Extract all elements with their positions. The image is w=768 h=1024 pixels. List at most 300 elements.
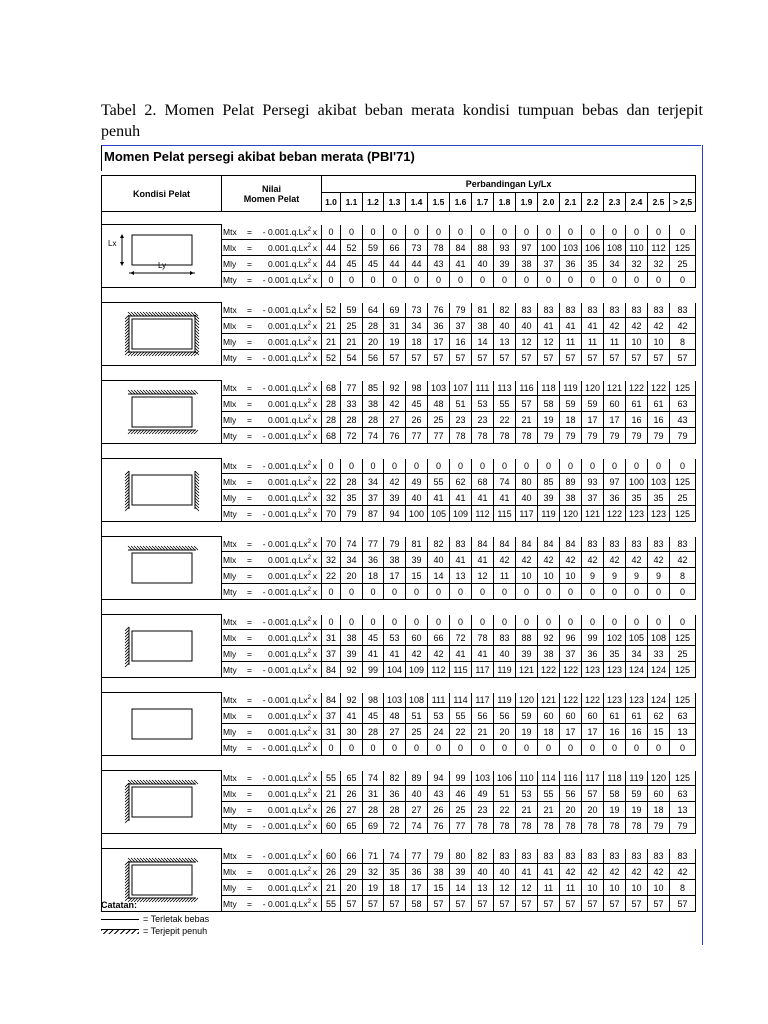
slab-diagram: [102, 225, 222, 288]
moment-value: 120: [648, 771, 670, 786]
moment-value: 74: [384, 849, 406, 864]
notes: [101, 900, 209, 937]
moment-value: 49: [406, 474, 428, 490]
moment-name: Mtx: [223, 694, 237, 705]
moment-value: 18: [648, 802, 670, 818]
moment-value: 83: [450, 537, 472, 552]
moment-value: 125: [670, 240, 696, 256]
moment-value: 107: [450, 381, 472, 396]
moment-value: 125: [670, 662, 696, 678]
moment-value: 83: [560, 849, 582, 864]
moment-value: 82: [472, 849, 494, 864]
moment-value: 21: [322, 318, 341, 334]
moment-name: Mtx: [223, 850, 237, 861]
moment-value: 0: [322, 615, 341, 630]
moment-value: 41: [428, 490, 450, 506]
moment-value: 62: [450, 474, 472, 490]
slab-diagram: [102, 771, 222, 834]
moment-value: 78: [494, 428, 516, 444]
moment-value: 25: [670, 490, 696, 506]
moment-value: 0: [494, 225, 516, 240]
note-fixed: [101, 925, 209, 937]
moment-value: 29: [341, 864, 363, 880]
times-sign: x: [312, 508, 317, 519]
moment-value: 37: [560, 646, 582, 662]
moment-value: 34: [406, 318, 428, 334]
equals-sign: =: [247, 538, 252, 549]
moment-value: 10: [626, 334, 648, 350]
moment-value: 57: [472, 896, 494, 912]
moment-name: Mlx: [223, 710, 237, 721]
moment-value: 65: [341, 771, 363, 786]
ratio-header: 1.3: [384, 193, 406, 212]
exponent: 2: [307, 570, 311, 577]
exponent: 2: [307, 648, 311, 655]
moment-name: Mtx: [223, 616, 237, 627]
moment-value: 55: [322, 771, 341, 786]
exponent: 2: [307, 476, 311, 483]
moment-value: 68: [472, 474, 494, 490]
moment-value: 34: [341, 552, 363, 568]
group-spacer: [102, 522, 696, 537]
moment-value: 19: [516, 724, 538, 740]
moment-value: 16: [626, 724, 648, 740]
moment-value: 57: [560, 896, 582, 912]
times-sign: x: [312, 648, 317, 659]
moment-value: 40: [494, 864, 516, 880]
moment-formula-text: 0.001.q.Lx: [267, 632, 308, 643]
ratio-header: 2.0: [538, 193, 560, 212]
moment-value: 76: [384, 428, 406, 444]
moment-value: 74: [406, 818, 428, 834]
moment-value: 0: [648, 740, 670, 756]
moment-value: 123: [582, 662, 604, 678]
moment-value: 41: [560, 318, 582, 334]
moment-value: 57: [626, 350, 648, 366]
moment-value: 0: [538, 272, 560, 288]
moment-row: [102, 303, 696, 318]
moment-value: 35: [582, 256, 604, 272]
equals-sign: =: [247, 898, 252, 909]
exponent: 2: [307, 866, 311, 873]
moment-value: 66: [341, 849, 363, 864]
moment-name: Mty: [223, 352, 237, 363]
moment-value: 52: [322, 303, 341, 318]
moment-label: [222, 802, 322, 818]
moment-label: [222, 724, 322, 740]
moment-value: 33: [648, 646, 670, 662]
exponent: 2: [307, 336, 311, 343]
times-sign: x: [312, 898, 317, 909]
moment-value: 57: [604, 896, 626, 912]
moment-value: 60: [560, 708, 582, 724]
moment-value: 76: [428, 303, 450, 318]
moment-value: 79: [341, 506, 363, 522]
moment-value: 125: [670, 506, 696, 522]
moment-label: [222, 568, 322, 584]
moment-value: 36: [604, 490, 626, 506]
moment-row: [102, 537, 696, 552]
moment-formula: [257, 539, 311, 549]
moment-value: 113: [494, 381, 516, 396]
moment-formula: [257, 821, 311, 831]
moment-formula-text: - 0.001.q.Lx: [262, 430, 308, 441]
moment-value: 79: [626, 428, 648, 444]
moment-value: 17: [428, 334, 450, 350]
spacer-cell: [102, 756, 696, 771]
moment-value: 21: [341, 334, 363, 350]
moment-value: 125: [670, 771, 696, 786]
moment-value: 57: [604, 350, 626, 366]
moment-value: 57: [341, 896, 363, 912]
equals-sign: =: [247, 336, 252, 347]
moment-label: [222, 708, 322, 724]
moment-value: 85: [538, 474, 560, 490]
moment-value: 32: [648, 256, 670, 272]
moment-value: 72: [450, 630, 472, 646]
moment-value: 123: [604, 693, 626, 708]
moment-value: 118: [604, 771, 626, 786]
moment-value: 35: [604, 646, 626, 662]
moment-value: 0: [538, 225, 560, 240]
group-spacer: [102, 600, 696, 615]
moment-value: 61: [626, 708, 648, 724]
moment-value: 42: [494, 552, 516, 568]
moment-value: 52: [322, 350, 341, 366]
moment-label: [222, 225, 322, 240]
moment-value: 0: [322, 272, 341, 288]
moment-value: 26: [428, 802, 450, 818]
exponent: 2: [307, 383, 311, 390]
moment-value: 122: [582, 693, 604, 708]
times-sign: x: [312, 476, 317, 487]
equals-sign: =: [247, 352, 252, 363]
moment-value: 0: [560, 740, 582, 756]
moment-value: 58: [406, 896, 428, 912]
moment-value: 43: [428, 256, 450, 272]
moment-value: 55: [428, 474, 450, 490]
moment-formula-text: - 0.001.q.Lx: [262, 772, 308, 783]
moment-value: 44: [406, 256, 428, 272]
equals-sign: =: [247, 726, 252, 737]
moment-value: 77: [341, 381, 363, 396]
moment-value: 0: [428, 459, 450, 474]
moment-value: 42: [516, 552, 538, 568]
moment-value: 94: [384, 506, 406, 522]
moment-value: 27: [341, 802, 363, 818]
moment-value: 41: [472, 552, 494, 568]
moment-value: 11: [582, 334, 604, 350]
moment-value: 78: [604, 818, 626, 834]
moment-value: 59: [582, 396, 604, 412]
moment-value: 0: [472, 584, 494, 600]
moment-value: 99: [582, 630, 604, 646]
moment-name: Mly: [223, 414, 237, 425]
equals-sign: =: [247, 226, 252, 237]
moment-value: 59: [516, 708, 538, 724]
moment-value: 39: [538, 490, 560, 506]
moment-value: 83: [604, 303, 626, 318]
moment-value: 106: [494, 771, 516, 786]
moment-value: 0: [406, 225, 428, 240]
moment-value: 0: [582, 272, 604, 288]
moment-label: [222, 272, 322, 288]
moment-name: Mly: [223, 648, 237, 659]
moment-value: 68: [322, 428, 341, 444]
moment-value: 42: [670, 864, 696, 880]
moment-value: 57: [516, 896, 538, 912]
moment-value: 28: [341, 412, 363, 428]
moment-value: 0: [582, 225, 604, 240]
moment-value: 96: [560, 630, 582, 646]
moment-value: 78: [494, 818, 516, 834]
moment-value: 43: [670, 412, 696, 428]
moment-table: [101, 175, 696, 912]
moment-value: 21: [472, 724, 494, 740]
moment-value: 124: [648, 662, 670, 678]
moment-value: 79: [670, 818, 696, 834]
moment-formula-text: - 0.001.q.Lx: [262, 586, 308, 597]
moment-value: 57: [472, 350, 494, 366]
moment-value: 13: [450, 568, 472, 584]
moment-value: 45: [406, 396, 428, 412]
moment-value: 0: [363, 615, 384, 630]
moment-value: 36: [406, 864, 428, 880]
moment-formula: [257, 571, 311, 581]
moment-value: 84: [322, 693, 341, 708]
moment-value: 57: [428, 896, 450, 912]
moment-value: 18: [560, 412, 582, 428]
moment-value: 0: [450, 740, 472, 756]
moment-value: 40: [516, 318, 538, 334]
moment-value: 114: [538, 771, 560, 786]
moment-value: 57: [406, 350, 428, 366]
moment-value: 41: [472, 490, 494, 506]
moment-value: 34: [604, 256, 626, 272]
moment-formula-text: 0.001.q.Lx: [267, 882, 308, 893]
moment-value: 42: [406, 646, 428, 662]
moment-value: 13: [670, 724, 696, 740]
moment-value: 42: [582, 552, 604, 568]
moment-value: 79: [648, 428, 670, 444]
moment-value: 73: [406, 303, 428, 318]
header-kondisi: Kondisi Pelat: [102, 176, 222, 212]
moment-value: 123: [648, 506, 670, 522]
moment-value: 36: [363, 552, 384, 568]
moment-value: 57: [450, 350, 472, 366]
equals-sign: =: [247, 304, 252, 315]
moment-formula: [257, 415, 311, 425]
moment-value: 40: [494, 646, 516, 662]
moment-value: 43: [428, 786, 450, 802]
equals-sign: =: [247, 258, 252, 269]
moment-label: [222, 864, 322, 880]
moment-value: 18: [384, 880, 406, 896]
moment-value: 83: [670, 537, 696, 552]
moment-value: 18: [363, 568, 384, 584]
moment-value: 0: [406, 459, 428, 474]
exponent: 2: [307, 617, 311, 624]
moment-value: 0: [384, 615, 406, 630]
moment-value: 0: [626, 272, 648, 288]
moment-formula-text: 0.001.q.Lx: [267, 414, 308, 425]
moment-value: 72: [341, 428, 363, 444]
moment-value: 93: [494, 240, 516, 256]
moment-value: 42: [626, 318, 648, 334]
moment-value: 84: [322, 662, 341, 678]
moment-value: 0: [494, 615, 516, 630]
moment-formula: [257, 555, 311, 565]
equals-sign: =: [247, 664, 252, 675]
moment-value: 0: [384, 272, 406, 288]
moment-value: 63: [670, 708, 696, 724]
moment-value: 0: [494, 740, 516, 756]
moment-value: 55: [494, 396, 516, 412]
moment-value: 57: [670, 350, 696, 366]
moment-value: 100: [406, 506, 428, 522]
moment-value: 42: [604, 318, 626, 334]
moment-value: 0: [494, 272, 516, 288]
moment-formula-text: 0.001.q.Lx: [267, 648, 308, 659]
moment-formula: [257, 275, 311, 285]
moment-value: 0: [406, 615, 428, 630]
moment-formula-text: 0.001.q.Lx: [267, 258, 308, 269]
equals-sign: =: [247, 648, 252, 659]
moment-formula-text: 0.001.q.Lx: [267, 336, 308, 347]
exponent: 2: [307, 726, 311, 733]
moment-value: 115: [494, 506, 516, 522]
moment-value: 102: [604, 630, 626, 646]
moment-value: 0: [648, 584, 670, 600]
moment-value: 26: [322, 802, 341, 818]
moment-formula-text: 0.001.q.Lx: [267, 570, 308, 581]
moment-value: 41: [516, 864, 538, 880]
moment-value: 53: [384, 630, 406, 646]
moment-value: 122: [560, 693, 582, 708]
moment-value: 19: [604, 802, 626, 818]
moment-value: 79: [670, 428, 696, 444]
moment-value: 60: [322, 818, 341, 834]
moment-value: 70: [322, 537, 341, 552]
moment-value: 9: [582, 568, 604, 584]
moment-value: 80: [450, 849, 472, 864]
moment-value: 0: [472, 225, 494, 240]
moment-formula: [257, 695, 311, 705]
moment-formula: [257, 227, 311, 237]
moment-value: 0: [428, 584, 450, 600]
moment-value: 40: [406, 490, 428, 506]
ratio-header: 1.2: [363, 193, 384, 212]
moment-name: Mlx: [223, 788, 237, 799]
moment-label: [222, 240, 322, 256]
exponent: 2: [307, 461, 311, 468]
exponent: 2: [307, 227, 311, 234]
moment-value: 13: [494, 334, 516, 350]
moment-value: 13: [472, 880, 494, 896]
moment-value: 57: [582, 786, 604, 802]
moment-value: 110: [626, 240, 648, 256]
moment-value: 38: [516, 256, 538, 272]
moment-value: 28: [363, 412, 384, 428]
moment-value: 0: [472, 459, 494, 474]
times-sign: x: [312, 398, 317, 409]
moment-name: Mty: [223, 508, 237, 519]
moment-value: 10: [648, 880, 670, 896]
moment-label: [222, 552, 322, 568]
moment-value: 17: [384, 568, 406, 584]
moment-value: 85: [363, 381, 384, 396]
moment-value: 20: [341, 880, 363, 896]
moment-value: 20: [363, 334, 384, 350]
equals-sign: =: [247, 850, 252, 861]
group-spacer: [102, 756, 696, 771]
moment-formula-text: - 0.001.q.Lx: [262, 898, 308, 909]
moment-value: 41: [450, 490, 472, 506]
moment-value: 22: [494, 412, 516, 428]
times-sign: x: [312, 726, 317, 737]
moment-formula: [257, 789, 311, 799]
moment-value: 120: [516, 693, 538, 708]
moment-value: 42: [384, 474, 406, 490]
moment-value: 0: [582, 584, 604, 600]
moment-value: 69: [384, 303, 406, 318]
moment-value: 79: [538, 428, 560, 444]
moment-label: [222, 396, 322, 412]
moment-value: 0: [322, 584, 341, 600]
equals-sign: =: [247, 242, 252, 253]
moment-value: 0: [428, 740, 450, 756]
spacer-cell: [102, 366, 696, 381]
equals-sign: =: [247, 492, 252, 503]
moment-value: 122: [538, 662, 560, 678]
moment-value: 12: [516, 334, 538, 350]
exponent: 2: [307, 710, 311, 717]
moment-value: 45: [363, 256, 384, 272]
moment-value: 92: [538, 630, 560, 646]
ratio-header: 1.7: [472, 193, 494, 212]
moment-name: Mlx: [223, 476, 237, 487]
moment-name: Mly: [223, 336, 237, 347]
moment-value: 78: [472, 818, 494, 834]
moment-value: 16: [626, 412, 648, 428]
moment-value: 77: [406, 849, 428, 864]
moment-value: 42: [670, 318, 696, 334]
moment-value: 0: [626, 225, 648, 240]
moment-value: 46: [450, 786, 472, 802]
moment-value: 31: [363, 786, 384, 802]
moment-label: [222, 318, 322, 334]
moment-value: 119: [494, 693, 516, 708]
moment-value: 0: [428, 615, 450, 630]
moment-value: 57: [582, 896, 604, 912]
moment-value: 119: [538, 506, 560, 522]
moment-formula-text: 0.001.q.Lx: [267, 242, 308, 253]
moment-value: 83: [648, 303, 670, 318]
equals-sign: =: [247, 694, 252, 705]
equals-sign: =: [247, 632, 252, 643]
exponent: 2: [307, 882, 311, 889]
moment-value: 0: [648, 225, 670, 240]
moment-value: 25: [428, 412, 450, 428]
moment-value: 123: [604, 662, 626, 678]
spacer-cell: [102, 288, 696, 303]
moment-value: 79: [604, 428, 626, 444]
exponent: 2: [307, 773, 311, 780]
moment-value: 14: [450, 880, 472, 896]
moment-value: 88: [472, 240, 494, 256]
moment-value: 40: [428, 552, 450, 568]
moment-value: 24: [428, 724, 450, 740]
